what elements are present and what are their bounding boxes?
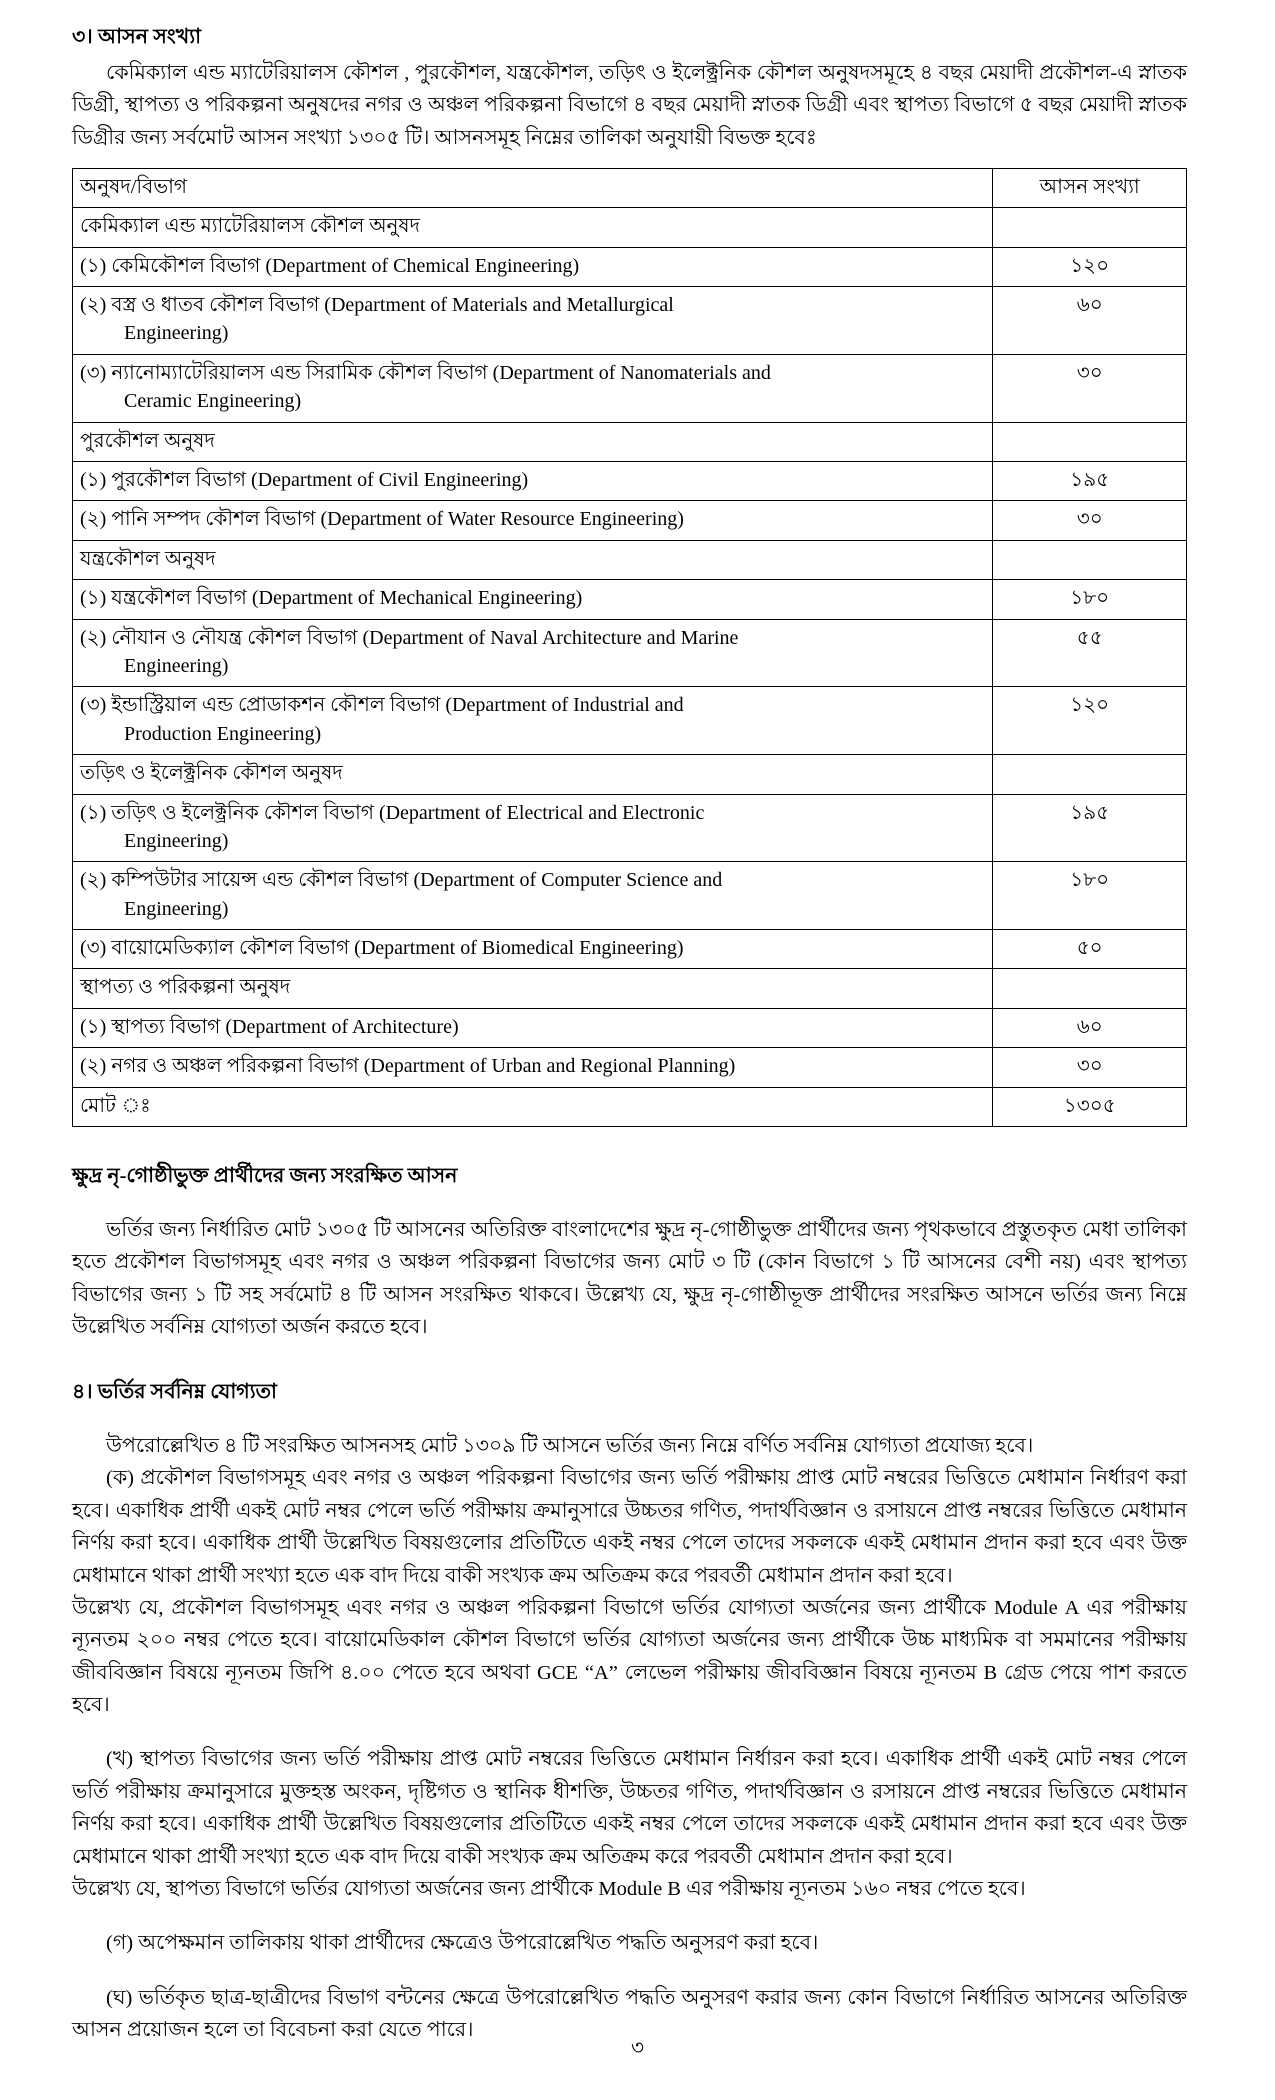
department-name-text: (২) নৌযান ও নৌযন্ত্র কৌশল বিভাগ (Department of Naval Architecture and Marine: [80, 626, 739, 649]
seat-count-cell: ১৯৫: [993, 462, 1187, 501]
department-name-continuation: Production Engineering): [124, 722, 322, 745]
seat-count-cell: ৬০: [993, 287, 1187, 355]
faculty-name-cell: যন্ত্রকৌশল অনুষদ: [73, 540, 993, 579]
department-name-continuation: Engineering): [124, 654, 229, 677]
seat-count-cell: ১৯৫: [993, 794, 1187, 862]
seat-count-cell: ১২০: [993, 247, 1187, 286]
reserved-seats-heading: ক্ষুদ্র নৃ-গোষ্ঠীভুক্ত প্রার্থীদের জন্য সংরক্ষিত আসন: [72, 1165, 458, 1188]
table-row: [73, 1048, 1187, 1087]
seat-count-cell: ৩০: [993, 1048, 1187, 1087]
department-name-text: (১) স্থাপত্য বিভাগ (Department of Architecture): [80, 1015, 459, 1038]
seat-count-cell: ৩০: [993, 354, 1187, 422]
table-row: [73, 969, 1187, 1008]
section-4-heading: ৪। ভর্তির সর্বনিম্ন যোগ্যতা: [72, 1381, 277, 1404]
department-name-cell: [73, 580, 993, 619]
department-name-cell: [73, 247, 993, 286]
total-value: ১৩০৫: [993, 1087, 1187, 1126]
department-name-text: (৩) বায়োমেডিক্যাল কৌশল বিভাগ (Department of Biomedical Engineering): [80, 937, 684, 960]
reserved-seats-paragraph: ভর্তির জন্য নির্ধারিত মোট ১৩০৫ টি আসনের অতিরিক্ত বাংলাদেশের ক্ষুদ্র নৃ-গোষ্ঠীভুক্ত প্রার্থীদের জন্য পৃথকভাবে প্রস্তুতকৃত মেধা তালিকা হতে প্রকৌশল বিভাগসমূহ এবং নগর ও অঞ্চল পরিকল্পনা বিভাগের জন্য মোট ৩ টি (কোন বিভাগে ১ টি আসনের বেশী নয়) এবং স্থাপত্য বিভাগের জন্য ১ টি সহ সর্বমোট ৪ টি আসন সংরক্ষিত থাকবে। উল্লেখ্য যে, ক্ষুদ্র নৃ-গোষ্ঠীভূক্ত প্রার্থীদের সংরক্ষিত আসনে ভর্তির জন্য নিম্নে উল্লেখিত সর্বনিম্ন যোগ্যতা অর্জন করতে হবে।: [72, 1218, 1187, 1338]
department-name-text: (২) নগর ও অঞ্চল পরিকল্পনা বিভাগ (Department of Urban and Regional Planning): [80, 1055, 736, 1078]
department-name-text: (১) কেমিকৌশল বিভাগ (Department of Chemical Engineering): [80, 254, 580, 277]
section-3-heading: ৩। আসন সংখ্যা: [72, 26, 202, 48]
seat-count-cell: ১৮০: [993, 580, 1187, 619]
department-name-cell: [73, 462, 993, 501]
seat-count-cell: [993, 969, 1187, 1008]
department-name-cell: [73, 930, 993, 969]
table-row: [73, 354, 1187, 422]
table-row: [73, 422, 1187, 461]
department-name-cell: [73, 619, 993, 687]
table-row: [73, 208, 1187, 247]
table-row: [73, 619, 1187, 687]
total-label: মোট ঃ: [73, 1087, 993, 1126]
faculty-name-cell: পুরকৌশল অনুষদ: [73, 422, 993, 461]
department-name-cell: [73, 687, 993, 755]
table-row: [73, 287, 1187, 355]
department-name-cell: [73, 794, 993, 862]
department-name-text: (৩) ইন্ডাস্ট্রিয়াল এন্ড প্রোডাকশন কৌশল বিভাগ (Department of Industrial and: [80, 694, 684, 717]
seat-count-cell: ৩০: [993, 501, 1187, 540]
department-name-continuation: Engineering): [124, 829, 229, 852]
table-row: [73, 462, 1187, 501]
table-row: [73, 687, 1187, 755]
department-name-cell: [73, 1048, 993, 1087]
table-row: [73, 930, 1187, 969]
column-header-faculty-department: অনুষদ/বিভাগ: [73, 168, 993, 207]
department-name-continuation: Engineering): [124, 897, 229, 920]
clause-ka-continued-paragraph: উল্লেখ্য যে, প্রকৌশল বিভাগসমূহ এবং নগর ও অঞ্চল পরিকল্পনা বিভাগে ভর্তির যোগ্যতা অর্জনের জন্য প্রার্থীকে Module A এর পরীক্ষায় ন্যূনতম ২০০ নম্বর পেতে হবে। বায়োমেডিকাল কৌশল বিভাগে ভর্তির যোগ্যতা অর্জনের জন্য প্রার্থীকে উচ্চ মাধ্যমিক বা সমমানের পরীক্ষায় জীববিজ্ঞান বিষয়ে ন্যূনতম জিপি ৪.০০ পেতে হবে অথবা GCE “A” লেভেল পরীক্ষায় জীববিজ্ঞান বিষয়ে ন্যূনতম B গ্রেড পেয়ে পাশ করতে হবে।: [72, 1596, 1187, 1717]
seat-count-cell: [993, 540, 1187, 579]
clause-kha-paragraph: (খ) স্থাপত্য বিভাগের জন্য ভর্তি পরীক্ষায় প্রাপ্ত মোট নম্বরের ভিত্তিতে মেধামান নির্ধারন করা হবে। একাধিক প্রার্থী একই মোট নম্বর পেলে ভর্তি পরীক্ষায় ক্রমানুসারে মুক্তহস্ত অংকন, দৃষ্টিগত ও স্থানিক ধীশক্তি, উচ্চতর গণিত, পদার্থবিজ্ঞান ও রসায়নে প্রাপ্ত নম্বরের ভিত্তিতে মেধামান নির্ণয় করা হবে। একাধিক প্রার্থী উল্লেখিত বিষয়গুলোর প্রতিটিতে একই নম্বর পেলে তাদের সকলকে একই মেধামান প্রদান করা হবে এবং উক্ত মেধামানে থাকা প্রার্থী সংখ্যা হতে এক বাদ দিয়ে বাকী সংখ্যক ক্রম অতিক্রম করে পরবর্তী মেধামান প্রদান করা হবে।: [72, 1748, 1187, 1868]
department-name-text: (১) যন্ত্রকৌশল বিভাগ (Department of Mechanical Engineering): [80, 587, 583, 610]
page-number: ৩: [630, 2037, 644, 2059]
clause-ka-paragraph: (ক) প্রকৌশল বিভাগসমূহ এবং নগর ও অঞ্চল পরিকল্পনা বিভাগের জন্য ভর্তি পরীক্ষায় প্রাপ্ত মোট নম্বরের ভিত্তিতে মেধামান নির্ধারণ করা হবে। একাধিক প্রার্থী একই মোট নম্বর পেলে ভর্তি পরীক্ষায় ক্রমানুসারে উচ্চতর গণিত, পদার্থবিজ্ঞান ও রসায়নে প্রাপ্ত নম্বরের ভিত্তিতে মেধামান নির্ণয় করা হবে। একাধিক প্রার্থী উল্লেখিত বিষয়গুলোর প্রতিটিতে একই নম্বর পেলে তাদের সকলকে একই মেধামান প্রদান করা হবে এবং উক্ত মেধামানে থাকা প্রার্থী সংখ্যা হতে এক বাদ দিয়ে বাকী সংখ্যক ক্রম অতিক্রম করে পরবর্তী মেধামান প্রদান করা হবে।: [72, 1467, 1187, 1587]
department-name-text: (২) পানি সম্পদ কৌশল বিভাগ (Department of Water Resource Engineering): [80, 508, 684, 531]
clause-kha-continued-paragraph: উল্লেখ্য যে, স্থাপত্য বিভাগে ভর্তির যোগ্যতা অর্জনের জন্য প্রার্থীকে Module B এর পরীক্ষায় ন্যূনতম ১৬০ নম্বর পেতে হবে।: [72, 1877, 1026, 1900]
department-name-continuation: Ceramic Engineering): [124, 390, 302, 413]
seat-count-cell: [993, 208, 1187, 247]
clause-ga-paragraph: (গ) অপেক্ষমান তালিকায় থাকা প্রার্থীদের ক্ষেত্রেও উপরোল্লেখিত পদ্ধতি অনুসরণ করা হবে।: [106, 1932, 819, 1955]
department-name-text: (৩) ন্যানোম্যাটেরিয়ালস এন্ড সিরামিক কৌশল বিভাগ (Department of Nanomaterials and: [80, 361, 771, 384]
table-row: [73, 755, 1187, 794]
table-header-row: [73, 168, 1187, 207]
seat-count-cell: ১৮০: [993, 862, 1187, 930]
department-name-cell: [73, 1008, 993, 1047]
table-row: [73, 540, 1187, 579]
column-header-seat-count: আসন সংখ্যা: [993, 168, 1187, 207]
seat-allocation-table: [72, 168, 1187, 1127]
table-foot: [73, 1087, 1187, 1126]
seat-count-cell: [993, 755, 1187, 794]
table-row: [73, 794, 1187, 862]
seat-count-cell: ১২০: [993, 687, 1187, 755]
table-body: [73, 208, 1187, 1087]
department-name-cell: [73, 501, 993, 540]
faculty-name-cell: তড়িৎ ও ইলেক্ট্রনিক কৌশল অনুষদ: [73, 755, 993, 794]
table-row: [73, 580, 1187, 619]
table-total-row: [73, 1087, 1187, 1126]
faculty-name-cell: কেমিক্যাল এন্ড ম্যাটেরিয়ালস কৌশল অনুষদ: [73, 208, 993, 247]
department-name-text: (১) পুরকৌশল বিভাগ (Department of Civil Engineering): [80, 469, 529, 491]
table-row: [73, 247, 1187, 286]
clause-gha-paragraph: (ঘ) ভর্তিকৃত ছাত্র-ছাত্রীদের বিভাগ বন্টনের ক্ষেত্রে উপরোল্লেখিত পদ্ধতি অনুসরণ করার জন্য কোন বিভাগে নির্ধারিত আসনের অতিরিক্ত আসন প্রয়োজন হলে তা বিবেচনা করা যেতে পারে।: [72, 1986, 1187, 2042]
department-name-continuation: Engineering): [124, 322, 229, 345]
section-3-intro-paragraph: কেমিক্যাল এন্ড ম্যাটেরিয়ালস কৌশল , পুরকৌশল, যন্ত্রকৌশল, তড়িৎ ও ইলেক্ট্রনিক কৌশল অনুষদসমূহে ৪ বছর মেয়াদী প্রকৌশল-এ স্নাতক ডিগ্রী, স্থাপত্য ও পরিকল্পনা অনুষদের নগর ও অঞ্চল পরিকল্পনা বিভাগে ৪ বছর মেয়াদী স্নাতক ডিগ্রী এবং স্থাপত্য বিভাগে ৫ বছর মেয়াদী স্নাতক ডিগ্রীর জন্য সর্বমোট আসন সংখ্যা ১৩০৫ টি। আসনসমূহ নিম্নের তালিকা অনুযায়ী বিভক্ত হবেঃ: [72, 61, 1187, 149]
seat-count-cell: ৫০: [993, 930, 1187, 969]
department-name-cell: [73, 354, 993, 422]
department-name-text: (২) কম্পিউটার সায়েন্স এন্ড কৌশল বিভাগ (Department of Computer Science and: [80, 869, 723, 892]
seat-count-cell: ৬০: [993, 1008, 1187, 1047]
seat-count-cell: [993, 422, 1187, 461]
section-4-intro-paragraph: উপরোল্লেখিত ৪ টি সংরক্ষিত আসনসহ মোট ১৩০৯ টি আসনে ভর্তির জন্য নিম্নে বর্ণিত সর্বনিম্ন যোগ্যতা প্রযোজ্য হবে।: [106, 1435, 1034, 1458]
department-name-text: (২) বস্ত্র ও ধাতব কৌশল বিভাগ (Department of Materials and Metallurgical: [80, 294, 674, 317]
table-row: [73, 862, 1187, 930]
table-head: [73, 168, 1187, 207]
table-row: [73, 1008, 1187, 1047]
department-name-cell: [73, 862, 993, 930]
department-name-cell: [73, 287, 993, 355]
table-row: [73, 501, 1187, 540]
faculty-name-cell: স্থাপত্য ও পরিকল্পনা অনুষদ: [73, 969, 993, 1008]
department-name-text: (১) তড়িৎ ও ইলেক্ট্রনিক কৌশল বিভাগ (Department of Electrical and Electronic: [80, 801, 705, 824]
seat-count-cell: ৫৫: [993, 619, 1187, 687]
